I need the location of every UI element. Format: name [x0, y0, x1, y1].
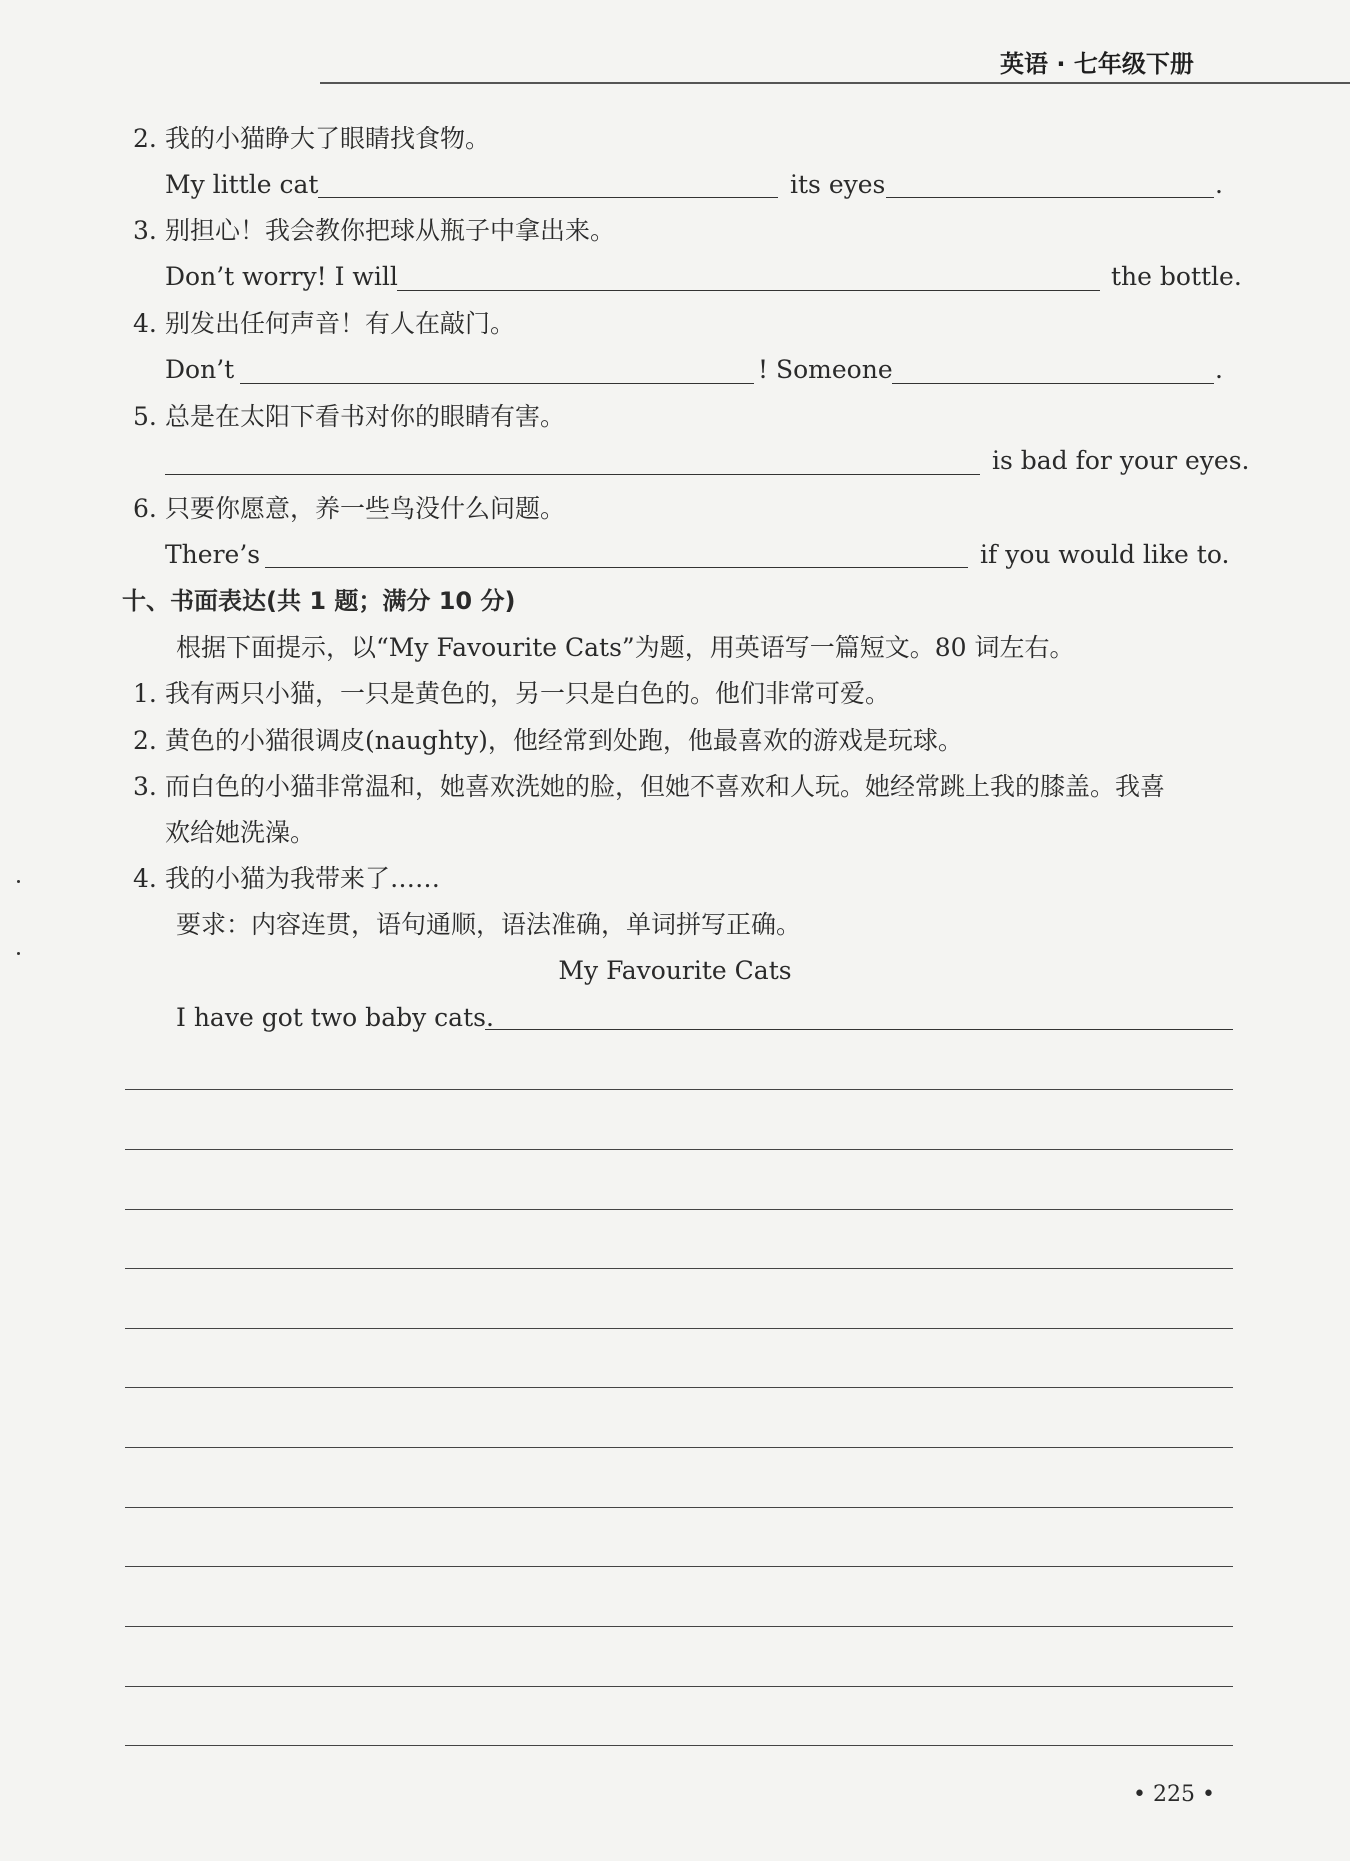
item-4-middle: ! Someone — [758, 355, 893, 384]
writing-line[interactable] — [125, 1745, 1233, 1746]
item-2-chinese: 我的小猫睁大了眼睛找食物。 — [165, 124, 491, 153]
item-4-chinese: 别发出任何声音！有人在敲门。 — [165, 309, 516, 338]
item-2-suffix: . — [1215, 170, 1223, 199]
item-3-chinese: 别担心！我会教你把球从瓶子中拿出来。 — [165, 216, 616, 245]
margin-dot — [17, 952, 20, 955]
item-2-number: 2. — [133, 124, 157, 153]
item-3-blank[interactable] — [397, 290, 1100, 291]
point-2-number: 2. — [133, 726, 157, 755]
item-4-prefix: Don’t — [165, 355, 235, 384]
item-6-chinese: 只要你愿意，养一些鸟没什么问题。 — [165, 494, 566, 523]
writing-line[interactable] — [125, 1626, 1233, 1627]
writing-line[interactable] — [125, 1686, 1233, 1687]
point-3-text: 而白色的小猫非常温和，她喜欢洗她的脸，但她不喜欢和人玩。她经常跳上我的膝盖。我喜 — [165, 772, 1166, 801]
point-4-text: 我的小猫为我带来了…… — [165, 864, 441, 893]
point-3-continuation: 欢给她洗澡。 — [165, 818, 316, 847]
essay-first-line[interactable] — [485, 1029, 1233, 1030]
essay-opening: I have got two baby cats. — [176, 1003, 494, 1032]
writing-line[interactable] — [125, 1566, 1233, 1567]
point-1-number: 1. — [133, 679, 157, 708]
writing-line[interactable] — [125, 1447, 1233, 1448]
point-4-number: 4. — [133, 864, 157, 893]
page-number: • 225 • — [1133, 1782, 1215, 1807]
header-title: 英语 · 七年级下册 — [1000, 50, 1194, 78]
requirements: 要求：内容连贯，语句通顺，语法准确，单词拼写正确。 — [176, 910, 802, 939]
essay-title: My Favourite Cats — [558, 956, 792, 985]
item-3-number: 3. — [133, 216, 157, 245]
item-4-suffix: . — [1215, 355, 1223, 384]
item-2-blank-1[interactable] — [318, 197, 778, 198]
item-5-suffix: is bad for your eyes. — [992, 446, 1250, 475]
header-rule — [320, 82, 1350, 84]
writing-line[interactable] — [125, 1328, 1233, 1329]
section-title: 十、书面表达(共 1 题；满分 10 分) — [122, 587, 516, 615]
writing-line[interactable] — [125, 1387, 1233, 1388]
item-2-blank-2[interactable] — [886, 197, 1214, 198]
item-4-number: 4. — [133, 309, 157, 338]
writing-line[interactable] — [125, 1268, 1233, 1269]
item-5-blank[interactable] — [165, 474, 980, 475]
item-6-prefix: There’s — [165, 540, 261, 569]
item-5-chinese: 总是在太阳下看书对你的眼睛有害。 — [165, 402, 566, 431]
item-2-middle: its eyes — [790, 170, 886, 199]
writing-line[interactable] — [125, 1507, 1233, 1508]
item-4-blank-1[interactable] — [240, 383, 754, 384]
item-3-suffix: the bottle. — [1111, 262, 1242, 291]
item-6-blank[interactable] — [265, 567, 968, 568]
writing-line[interactable] — [125, 1089, 1233, 1090]
margin-dot — [17, 880, 20, 883]
point-1-text: 我有两只小猫，一只是黄色的，另一只是白色的。他们非常可爱。 — [165, 679, 891, 708]
item-3-prefix: Don’t worry! I will — [165, 262, 398, 291]
item-6-number: 6. — [133, 494, 157, 523]
item-2-prefix: My little cat — [165, 170, 319, 199]
writing-line[interactable] — [125, 1149, 1233, 1150]
writing-instruction: 根据下面提示，以“My Favourite Cats”为题，用英语写一篇短文。80 词左右。 — [176, 633, 1075, 662]
item-4-blank-2[interactable] — [892, 383, 1214, 384]
point-3-number: 3. — [133, 772, 157, 801]
item-5-number: 5. — [133, 402, 157, 431]
item-6-suffix: if you would like to. — [980, 540, 1230, 569]
writing-line[interactable] — [125, 1209, 1233, 1210]
point-2-text: 黄色的小猫很调皮(naughty)，他经常到处跑，他最喜欢的游戏是玩球。 — [165, 726, 963, 755]
